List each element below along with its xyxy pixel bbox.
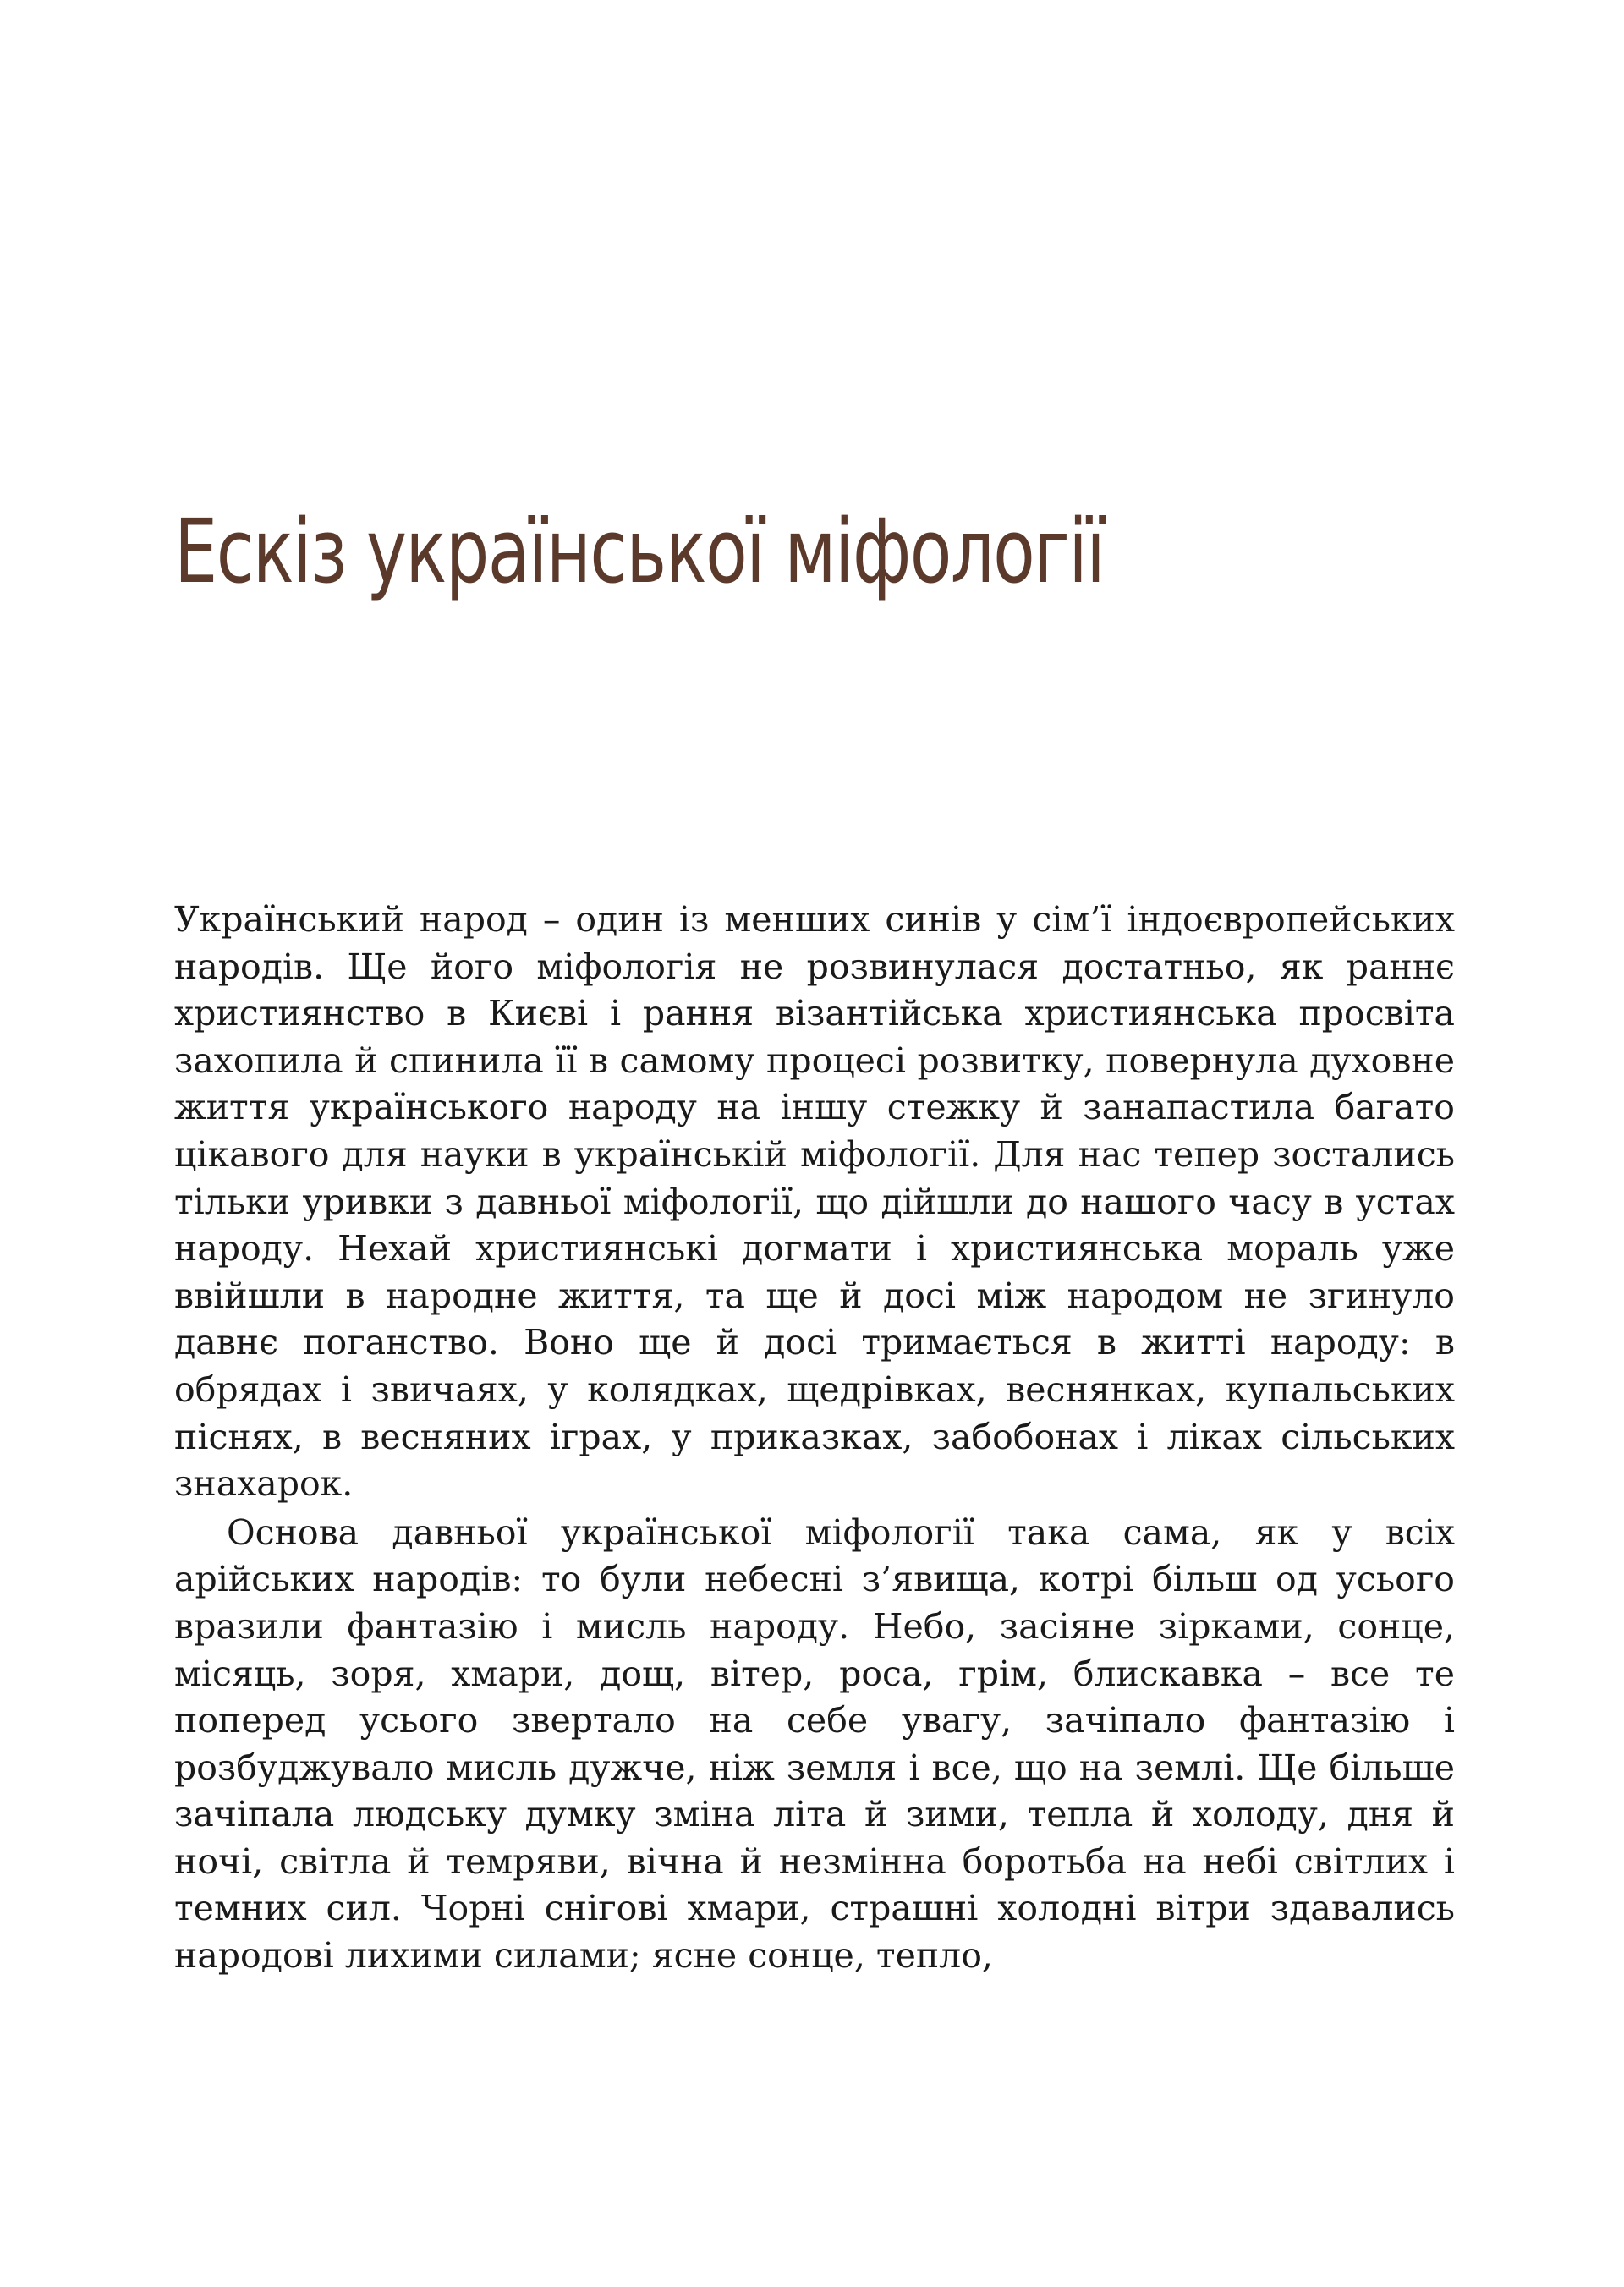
chapter-body [174,897,1455,1980]
paragraph-2: Основа давньої української міфології така сама, як у всіх арійських народів: то були небесні з’явища, котрі більш од усього вразили фантазію і мисль народу. Небо, засіяне зірками, сонце, місяць, зоря, хмари, дощ, вітер, роса, грім, блискавка – все те поперед усього звертало на себе увагу, зачіпало фантазію і розбуджувало мисль дужче, ніж земля і все, що на землі. Ще більше зачіпала людську думку зміна літа й зими, тепла й холоду, дня й ночі, світла й темряви, вічна й незмінна боротьба на небі світлих і темних сил. Чорні снігові хмари, страшні холодні вітри здавались народові лихими силами; ясне сонце, тепло, [174,1511,1455,1977]
paragraph-1: Український народ – один із менших синів у сім’ї індоєвропейських народів. Ще його міфологія не розвинулася достатньо, як раннє християнство в Києві і рання візантійська християнська просвіта захопила й спинила її в самому процесі розвитку, повернула духовне життя українського народу на іншу стежку й занапастила багато цікавого для науки в українській міфології. Для нас тепер зостались тільки уривки з давньої міфології, що дійшли до нашого часу в устах народу. Нехай християнські догмати і християнська мораль уже ввійшли в народне життя, та ще й досі між народом не згинуло давнє поганство. Воно ще й досі тримається в житті народу: в обрядах і звичаях, у колядках, щедрівках, веснянках, купальських піснях, в весняних іграх, у приказках, забобонах і ліках сільських знахарок. [174,899,1455,1505]
chapter-title: Ескіз української міфології [174,500,1105,603]
